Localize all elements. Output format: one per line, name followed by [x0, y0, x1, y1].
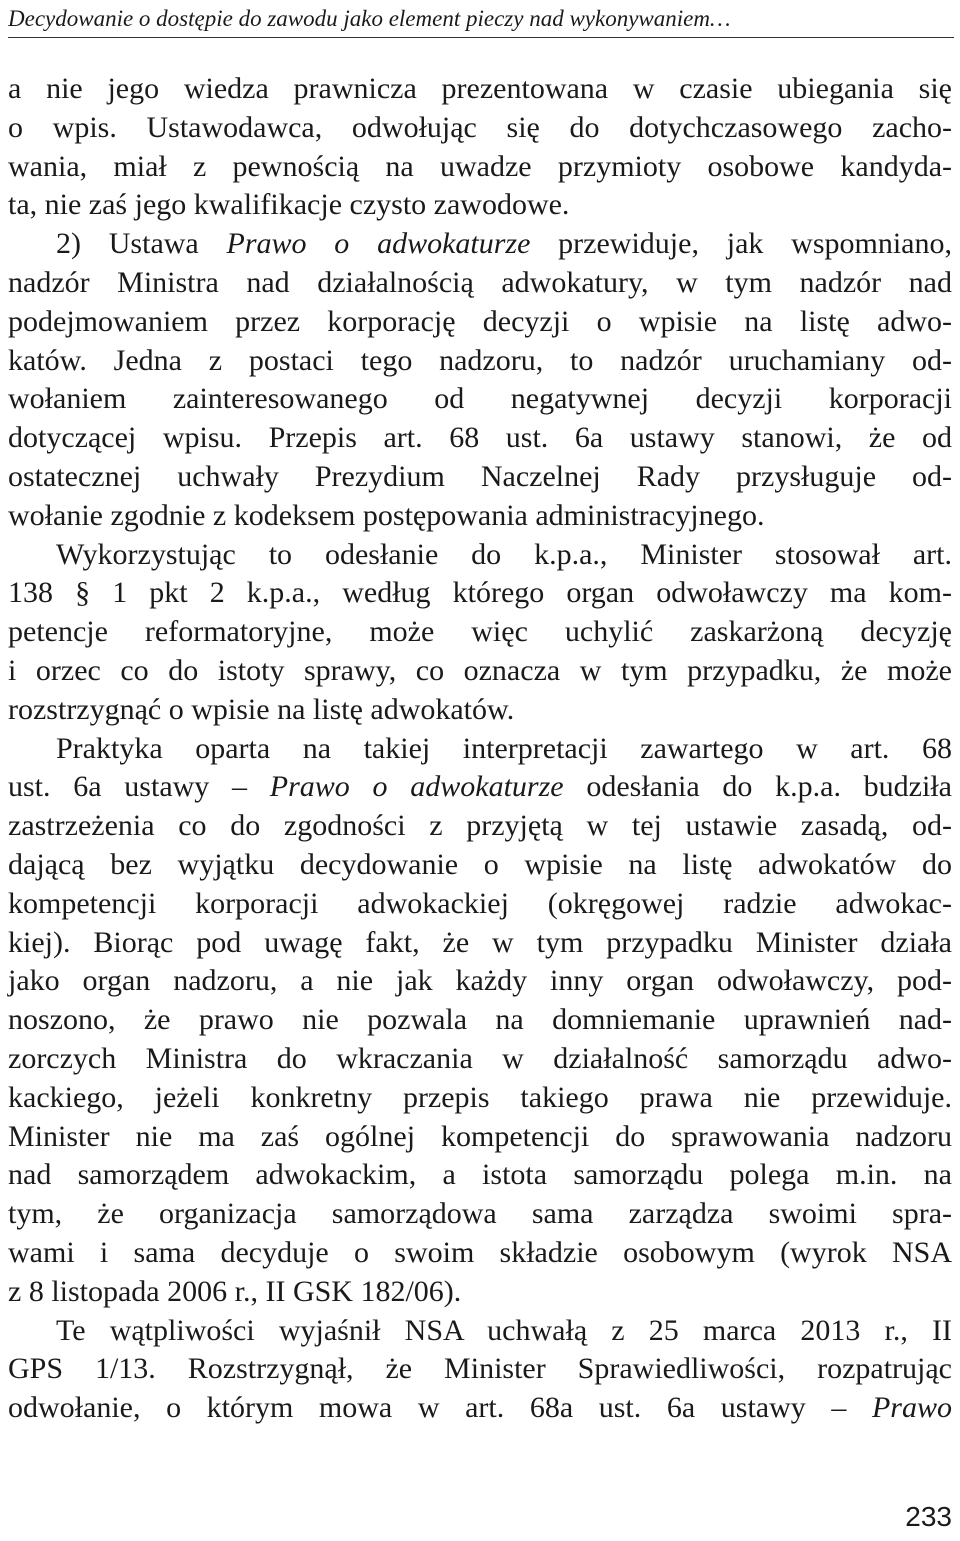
text-line: katów. Jedna z postaci tego nadzoru, to nadzór uruchamiany od- — [8, 343, 952, 377]
text-line: ostatecznej uchwały Prezydium Naczelnej Rady przysługuje od- — [8, 459, 952, 493]
running-header: Decydowanie o dostępie do zawodu jako element pieczy nad wykonywaniem… — [8, 6, 731, 31]
text-line: i orzec co do istoty sprawy, co oznacza w tym przypadku, że może — [8, 653, 952, 687]
text-line: jako organ nadzoru, a nie jak każdy inny organ odwoławczy, pod- — [8, 964, 952, 998]
act-title-italic: Prawo o adwokaturze — [269, 770, 564, 804]
text-line — [8, 768, 952, 807]
text-line: nadzór Ministra nad działalnością adwokatury, w tym nadzór nad — [8, 265, 952, 299]
text-line: z 8 listopada 2006 r., II GSK 182/06). — [8, 1274, 462, 1308]
text-line: zastrzeżenia co do zgodności z przyjętą w tej ustawie zasadą, od- — [8, 809, 952, 843]
line-segment: 2) Ustawa — [56, 227, 227, 261]
text-line: kackiego, jeżeli konkretny przepis takiego prawa nie przewiduje. — [8, 1080, 952, 1114]
text-line: Praktyka oparta na takiej interpretacji zawartego w art. 68 — [56, 731, 952, 765]
text-line: rozstrzygnąć o wpisie na listę adwokatów. — [8, 692, 515, 726]
text-line — [8, 1389, 952, 1428]
text-line: wami i sama decyduje o swoim składzie osobowym (wyrok NSA — [8, 1235, 952, 1269]
page-number: 233 — [905, 1501, 952, 1532]
text-line: kompetencji korporacji adwokackiej (okręgowej radzie adwokac- — [8, 886, 952, 920]
text-line: wołaniem zainteresowanego od negatywnej decyzji korporacji — [8, 382, 952, 416]
body-text — [8, 70, 952, 1428]
text-line: wania, miał z pewnością na uwadze przymioty osobowe kandyda- — [8, 149, 952, 183]
line-segment: odwołanie, o którym mowa w art. 68a ust. 6a ustawy – — [8, 1391, 872, 1425]
line-segment: odesłania do k.p.a. budziła — [563, 770, 952, 804]
act-title-italic: Prawo — [871, 1391, 952, 1425]
text-line: wołanie zgodnie z kodeksem postępowania administracyjnego. — [8, 498, 765, 532]
header-divider — [8, 37, 954, 38]
text-line: kiej). Biorąc pod uwagę fakt, że w tym przypadku Minister działa — [8, 925, 952, 959]
text-line: nad samorządem adwokackim, a istota samorządu polega m.in. na — [8, 1158, 952, 1192]
text-line: GPS 1/13. Rozstrzygnął, że Minister Sprawiedliwości, rozpatrując — [8, 1352, 952, 1386]
text-line — [8, 225, 952, 264]
text-line: Te wątpliwości wyjaśnił NSA uchwałą z 25 marca 2013 r., II — [56, 1313, 952, 1347]
act-title-italic: Prawo o adwokaturze — [226, 227, 531, 261]
line-segment: przewiduje, jak wspomniano, — [530, 227, 952, 261]
text-line: o wpis. Ustawodawca, odwołując się do dotychczasowego zacho- — [8, 110, 952, 144]
text-line: 138 § 1 pkt 2 k.p.a., według którego organ odwoławczy ma kom- — [8, 576, 952, 610]
text-line: dającą bez wyjątku decydowanie o wpisie na listę adwokatów do — [8, 847, 952, 881]
text-line: Minister nie ma zaś ogólnej kompetencji do sprawowania nadzoru — [8, 1119, 952, 1153]
text-line: a nie jego wiedza prawnicza prezentowana w czasie ubiegania się — [8, 72, 952, 105]
text-line: zorczych Ministra do wkraczania w działalność samorządu adwo- — [8, 1041, 952, 1075]
text-line: petencje reformatoryjne, może więc uchylić zaskarżoną decyzję — [8, 615, 952, 649]
line-segment: ust. 6a ustawy – — [8, 770, 270, 804]
text-line: Wykorzystując to odesłanie do k.p.a., Minister stosował art. — [56, 537, 952, 571]
text-line: noszono, że prawo nie pozwala na domniemanie uprawnień nad- — [8, 1003, 952, 1037]
text-line: tym, że organizacja samorządowa sama zarządza swoimi spra- — [8, 1197, 952, 1231]
text-line: dotyczącej wpisu. Przepis art. 68 ust. 6a ustawy stanowi, że od — [8, 421, 952, 455]
text-line: podejmowaniem przez korporację decyzji o wpisie na listę adwo- — [8, 304, 952, 338]
text-line: ta, nie zaś jego kwalifikacje czysto zawodowe. — [8, 188, 570, 222]
